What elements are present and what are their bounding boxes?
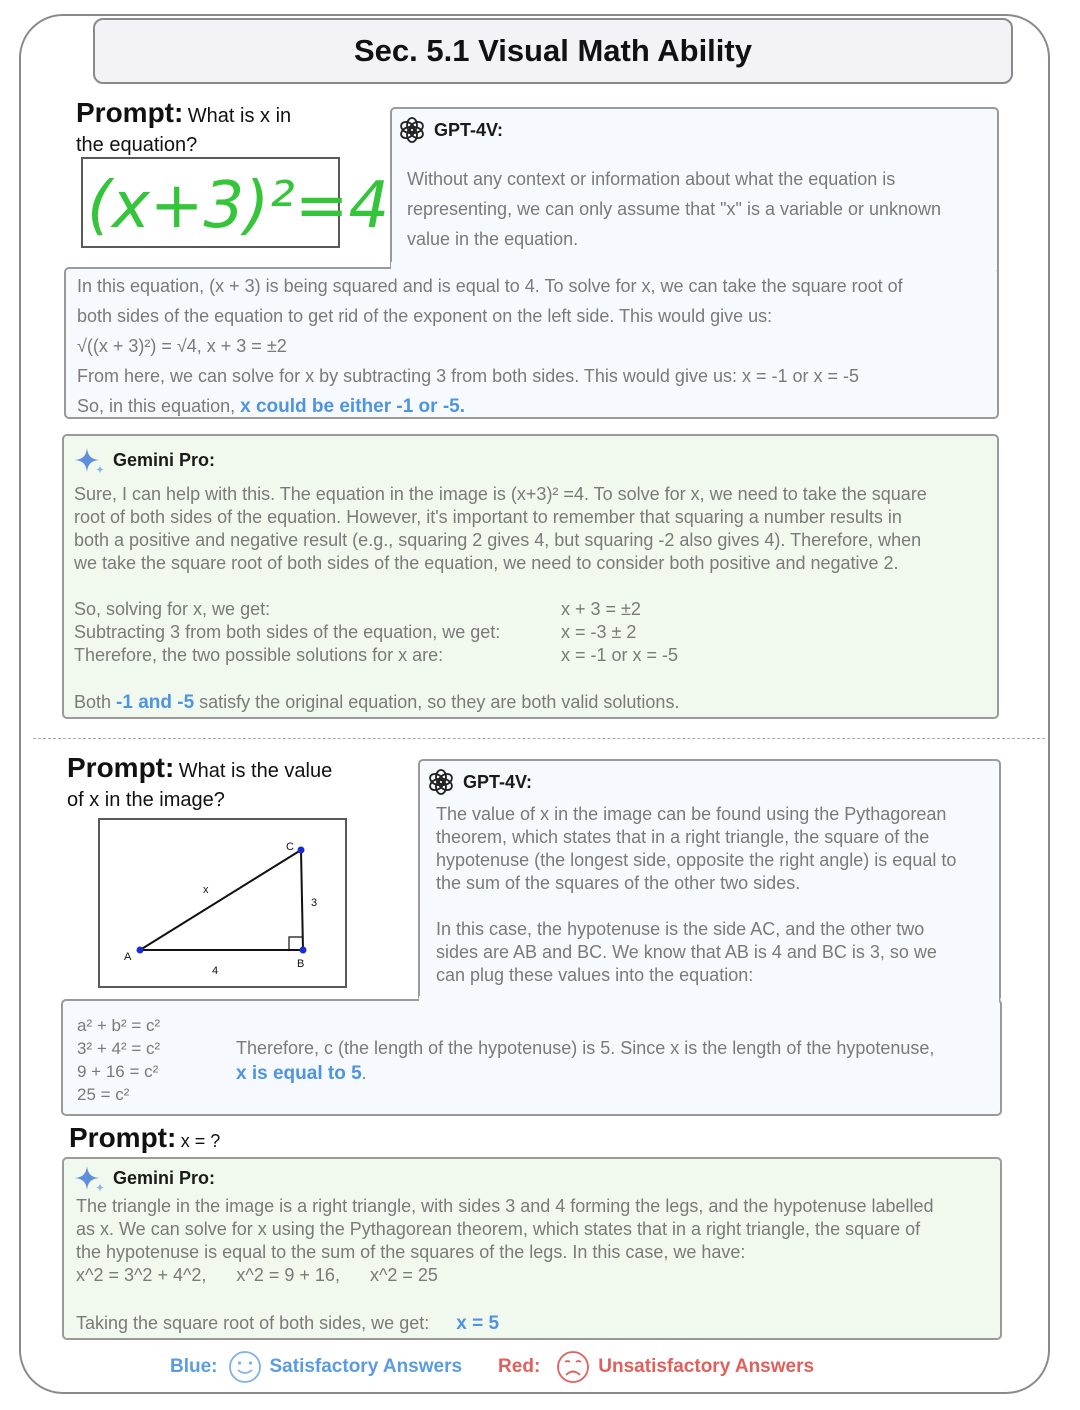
gemini-final-1 xyxy=(74,690,679,716)
legend-red-text: Unsatisfactory Answers xyxy=(598,1356,815,1377)
page-title: Sec. 5.1 Visual Math Ability xyxy=(93,18,1013,84)
triangle-image xyxy=(98,818,347,988)
smile-face-icon xyxy=(228,1350,262,1384)
text-line: the hypotenuse is equal to the sum of the squares of the legs. In this case, we have: xyxy=(76,1242,746,1262)
gpt4v-para-2 xyxy=(436,918,937,987)
right-triangle-diagram xyxy=(100,820,345,986)
text-line: hypotenuse (the longest side, opposite the right angle) is equal to xyxy=(436,850,957,870)
text-line: x^2 = 3^2 + 4^2, x^2 = 9 + 16, x^2 = 25 xyxy=(76,1265,438,1285)
label-c: C xyxy=(286,841,294,853)
label-x: x xyxy=(203,884,209,896)
final-prefix: So, in this equation, xyxy=(77,396,241,416)
legend-blue-text: Satisfactory Answers xyxy=(269,1356,463,1377)
text-line: as x. We can solve for x using the Pythagorean theorem, which states that in a right triangle, the square of xyxy=(76,1219,921,1239)
sad-face-icon xyxy=(556,1350,590,1384)
step-left: Therefore, the two possible solutions for x are: xyxy=(74,645,444,665)
prompt-text-line1: What is the value xyxy=(178,760,333,782)
final-suffix: satisfy the original equation, so they are both valid solutions. xyxy=(194,692,680,712)
final-highlight: x is equal to 5 xyxy=(236,1063,362,1084)
final-answer-line xyxy=(236,1061,934,1086)
text-line: In this case, the hypotenuse is the side AC, and the other two xyxy=(436,919,925,939)
legend xyxy=(170,1350,814,1384)
text-line: both a positive and negative result (e.g., squaring 2 gives 4, but squaring -2 also gives 4). Therefore, when xyxy=(74,530,922,550)
box-join xyxy=(391,262,997,270)
step-right: x + 3 = ±2 xyxy=(561,599,641,619)
point-a xyxy=(137,947,144,954)
gpt4v-equations xyxy=(77,1014,160,1106)
prompt-3 xyxy=(69,1122,220,1154)
text-line: representing, we can only assume that "x" is a variable or unknown xyxy=(407,199,942,219)
equation-image xyxy=(81,157,390,248)
gemini-response-1 xyxy=(62,434,999,719)
label-4: 4 xyxy=(212,965,219,977)
gpt4v-label: GPT-4V: xyxy=(463,771,533,792)
gpt4v-conclusion xyxy=(236,1036,934,1086)
text-line: value in the equation. xyxy=(407,229,579,249)
gpt4v-intro xyxy=(407,164,941,254)
prompt-2 xyxy=(67,752,332,784)
gemini-label: Gemini Pro: xyxy=(113,1167,216,1188)
final-suffix: . xyxy=(361,1063,367,1083)
handwritten-equation: (x+3)²=4 xyxy=(87,169,390,243)
text-line: Without any context or information about what the equation is xyxy=(407,169,896,189)
prompt-label: Prompt: xyxy=(69,1122,177,1153)
box-join xyxy=(419,996,999,1004)
step-left: So, solving for x, we get: xyxy=(74,599,271,619)
final-prefix: Taking the square root of both sides, we get: xyxy=(76,1313,430,1333)
legend-blue-label: Blue: xyxy=(170,1356,218,1377)
final-highlight: x = 5 xyxy=(456,1313,500,1334)
label-3: 3 xyxy=(311,897,318,909)
gpt4v-header-1 xyxy=(398,116,503,144)
equation-line: 9 + 16 = c² xyxy=(77,1062,159,1081)
final-highlight: x could be either -1 or -5. xyxy=(240,396,465,417)
prompt-text-line1: What is x in xyxy=(187,105,292,127)
gemini-steps-right xyxy=(561,598,678,667)
gemini-sparkle-icon xyxy=(75,446,105,474)
gpt4v-label: GPT-4V: xyxy=(434,119,504,140)
label-a: A xyxy=(124,951,132,963)
text-line: The triangle in the image is a right triangle, with sides 3 and 4 forming the legs, and the hypotenuse labelled xyxy=(76,1196,934,1216)
gemini-label: Gemini Pro: xyxy=(113,449,216,470)
right-angle-marker xyxy=(289,937,302,950)
openai-logo-icon xyxy=(427,768,455,796)
step-left: Subtracting 3 from both sides of the equation, we get: xyxy=(74,622,501,642)
text-line: root of both sides of the equation. However, it's important to remember that squaring a number results in xyxy=(74,507,902,527)
gpt4v-para-1 xyxy=(436,803,956,895)
prompt-1 xyxy=(76,97,291,129)
text-line: can plug these values into the equation: xyxy=(436,965,754,985)
equation-line: a² + b² = c² xyxy=(77,1016,161,1035)
text-line: In this equation, (x + 3) is being squared and is equal to 4. To solve for x, we can take the square root of xyxy=(77,276,903,296)
text-line: theorem, which states that in a right triangle, the square of the xyxy=(436,827,930,847)
text-line: √((x + 3)²) = √4, x + 3 = ±2 xyxy=(77,336,287,356)
section-divider xyxy=(33,738,1045,739)
step-right: x = -1 or x = -5 xyxy=(561,645,679,665)
text-line: both sides of the equation to get rid of the exponent on the left side. This would give us: xyxy=(77,306,773,326)
final-answer-line xyxy=(77,391,903,422)
gemini-body-2 xyxy=(76,1195,934,1287)
handwritten-equation-drawing xyxy=(83,159,390,246)
gemini-final-2 xyxy=(76,1311,499,1337)
text-line: The value of x in the image can be found using the Pythagorean xyxy=(436,804,947,824)
text-line: From here, we can solve for x by subtracting 3 from both sides. This would give us: x = -1 or x = -5 xyxy=(77,366,860,386)
step-right: x = -3 ± 2 xyxy=(561,622,637,642)
prompt-label: Prompt: xyxy=(76,97,184,128)
gemini-header-2 xyxy=(75,1164,215,1192)
final-prefix: Both xyxy=(74,692,117,712)
gemini-sparkle-icon xyxy=(75,1164,105,1192)
equation-line: 25 = c² xyxy=(77,1085,130,1104)
gpt4v-header-2 xyxy=(427,768,532,796)
prompt-text: x = ? xyxy=(180,1131,221,1151)
text-line: sides are AB and BC. We know that AB is 4 and BC is 3, so we xyxy=(436,942,937,962)
final-highlight: -1 and -5 xyxy=(116,692,195,713)
label-b: B xyxy=(297,958,305,970)
point-b xyxy=(300,947,307,954)
prompt-text-line2: of x in the image? xyxy=(67,789,225,811)
gemini-steps-left xyxy=(74,598,500,667)
openai-logo-icon xyxy=(398,116,426,144)
gemini-para-1 xyxy=(74,483,927,575)
gemini-header-1 xyxy=(75,446,215,474)
text-line: we take the square root of both sides of the equation, we need to consider both positive and negative 2. xyxy=(74,553,899,573)
conclusion-line: Therefore, c (the length of the hypotenuse) is 5. Since x is the length of the hypotenuse, xyxy=(236,1038,935,1058)
point-c xyxy=(298,847,305,854)
equation-line: 3² + 4² = c² xyxy=(77,1039,161,1058)
side-bc xyxy=(301,850,303,950)
prompt-label: Prompt: xyxy=(67,752,175,783)
text-line: Sure, I can help with this. The equation in the image is (x+3)² =4. To solve for x, we need to take the square xyxy=(74,484,927,504)
side-ac xyxy=(140,850,301,950)
gpt4v-body-1 xyxy=(77,271,903,422)
legend-red-label: Red: xyxy=(498,1356,541,1377)
prompt-text-line2: the equation? xyxy=(76,134,198,156)
text-line: the sum of the squares of the other two sides. xyxy=(436,873,801,893)
